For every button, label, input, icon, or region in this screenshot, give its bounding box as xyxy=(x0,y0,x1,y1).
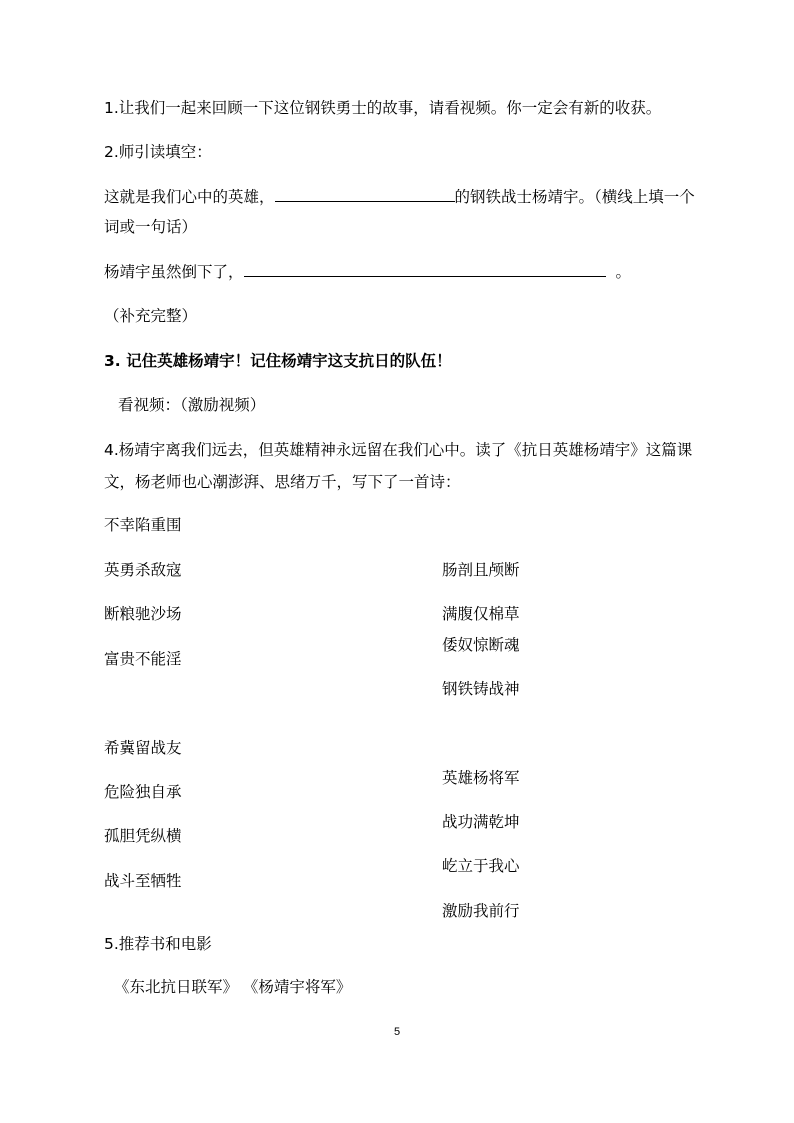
poem-right-line: 肠剖且颅断 xyxy=(442,561,520,579)
fill2-before: 杨靖宇虽然倒下了， xyxy=(104,263,244,281)
poem-left-line: 希冀留战友 xyxy=(104,739,182,757)
poem-left-line: 富贵不能淫 xyxy=(104,650,182,668)
fill2-note: （补充完整） xyxy=(104,307,198,325)
item1-text: 1.让我们一起来回顾一下这位钢铁勇士的故事，请看视频。你一定会有新的收获。 xyxy=(104,99,662,117)
poem-right-line: 钢铁铸战神 xyxy=(442,680,520,698)
fill1-before: 这就是我们心中的英雄， xyxy=(104,188,275,206)
poem-left-line: 英勇杀敌寇 xyxy=(104,561,182,579)
fill2-after: 。 xyxy=(615,263,632,281)
poem-left-line: 不幸陷重围 xyxy=(104,516,182,534)
item4-line2: 文，杨老师也心潮澎湃、思绪万千，写下了一首诗： xyxy=(104,473,461,491)
poem-left-line: 断粮驰沙场 xyxy=(104,605,182,623)
fill-blank-line2 xyxy=(104,261,631,282)
fill1-after: 的钢铁战士杨靖宇。（横线上填一个 xyxy=(454,188,695,206)
poem-right-line: 满腹仅棉草 xyxy=(442,605,520,623)
poem-right-line: 倭奴惊断魂 xyxy=(442,636,520,654)
poem-right-line: 屹立于我心 xyxy=(442,857,520,875)
poem-left-line: 战斗至牺牲 xyxy=(104,872,182,890)
poem-right-line: 战功满乾坤 xyxy=(442,813,520,831)
item4-line1: 4.杨靖宇离我们远去，但英雄精神永远留在我们心中。读了《抗日英雄杨靖宇》这篇课 xyxy=(104,441,693,459)
poem-right-line: 英雄杨将军 xyxy=(442,769,520,787)
item2-heading: 2.师引读填空： xyxy=(104,143,212,161)
page-number: 5 xyxy=(393,1026,401,1038)
poem-right-line: 激励我前行 xyxy=(442,902,520,920)
item3-video-text: 看视频：（激励视频） xyxy=(118,396,266,414)
poem-left-line: 危险独自承 xyxy=(104,783,182,801)
poem-left-line: 孤胆凭纵横 xyxy=(104,827,182,845)
fill1-blank xyxy=(275,186,455,202)
item3-text: 3. 记住英雄杨靖宇！记住杨靖宇这支抗日的队伍！ xyxy=(104,352,452,370)
item5-recommended-titles: 《东北抗日联军》 《杨靖宇将军》 xyxy=(114,978,352,996)
fill-blank-line1 xyxy=(104,186,695,207)
fill2-blank xyxy=(244,261,606,277)
fill1-continuation: 词或一句话） xyxy=(104,218,198,236)
item5-heading: 5.推荐书和电影 xyxy=(104,935,212,953)
